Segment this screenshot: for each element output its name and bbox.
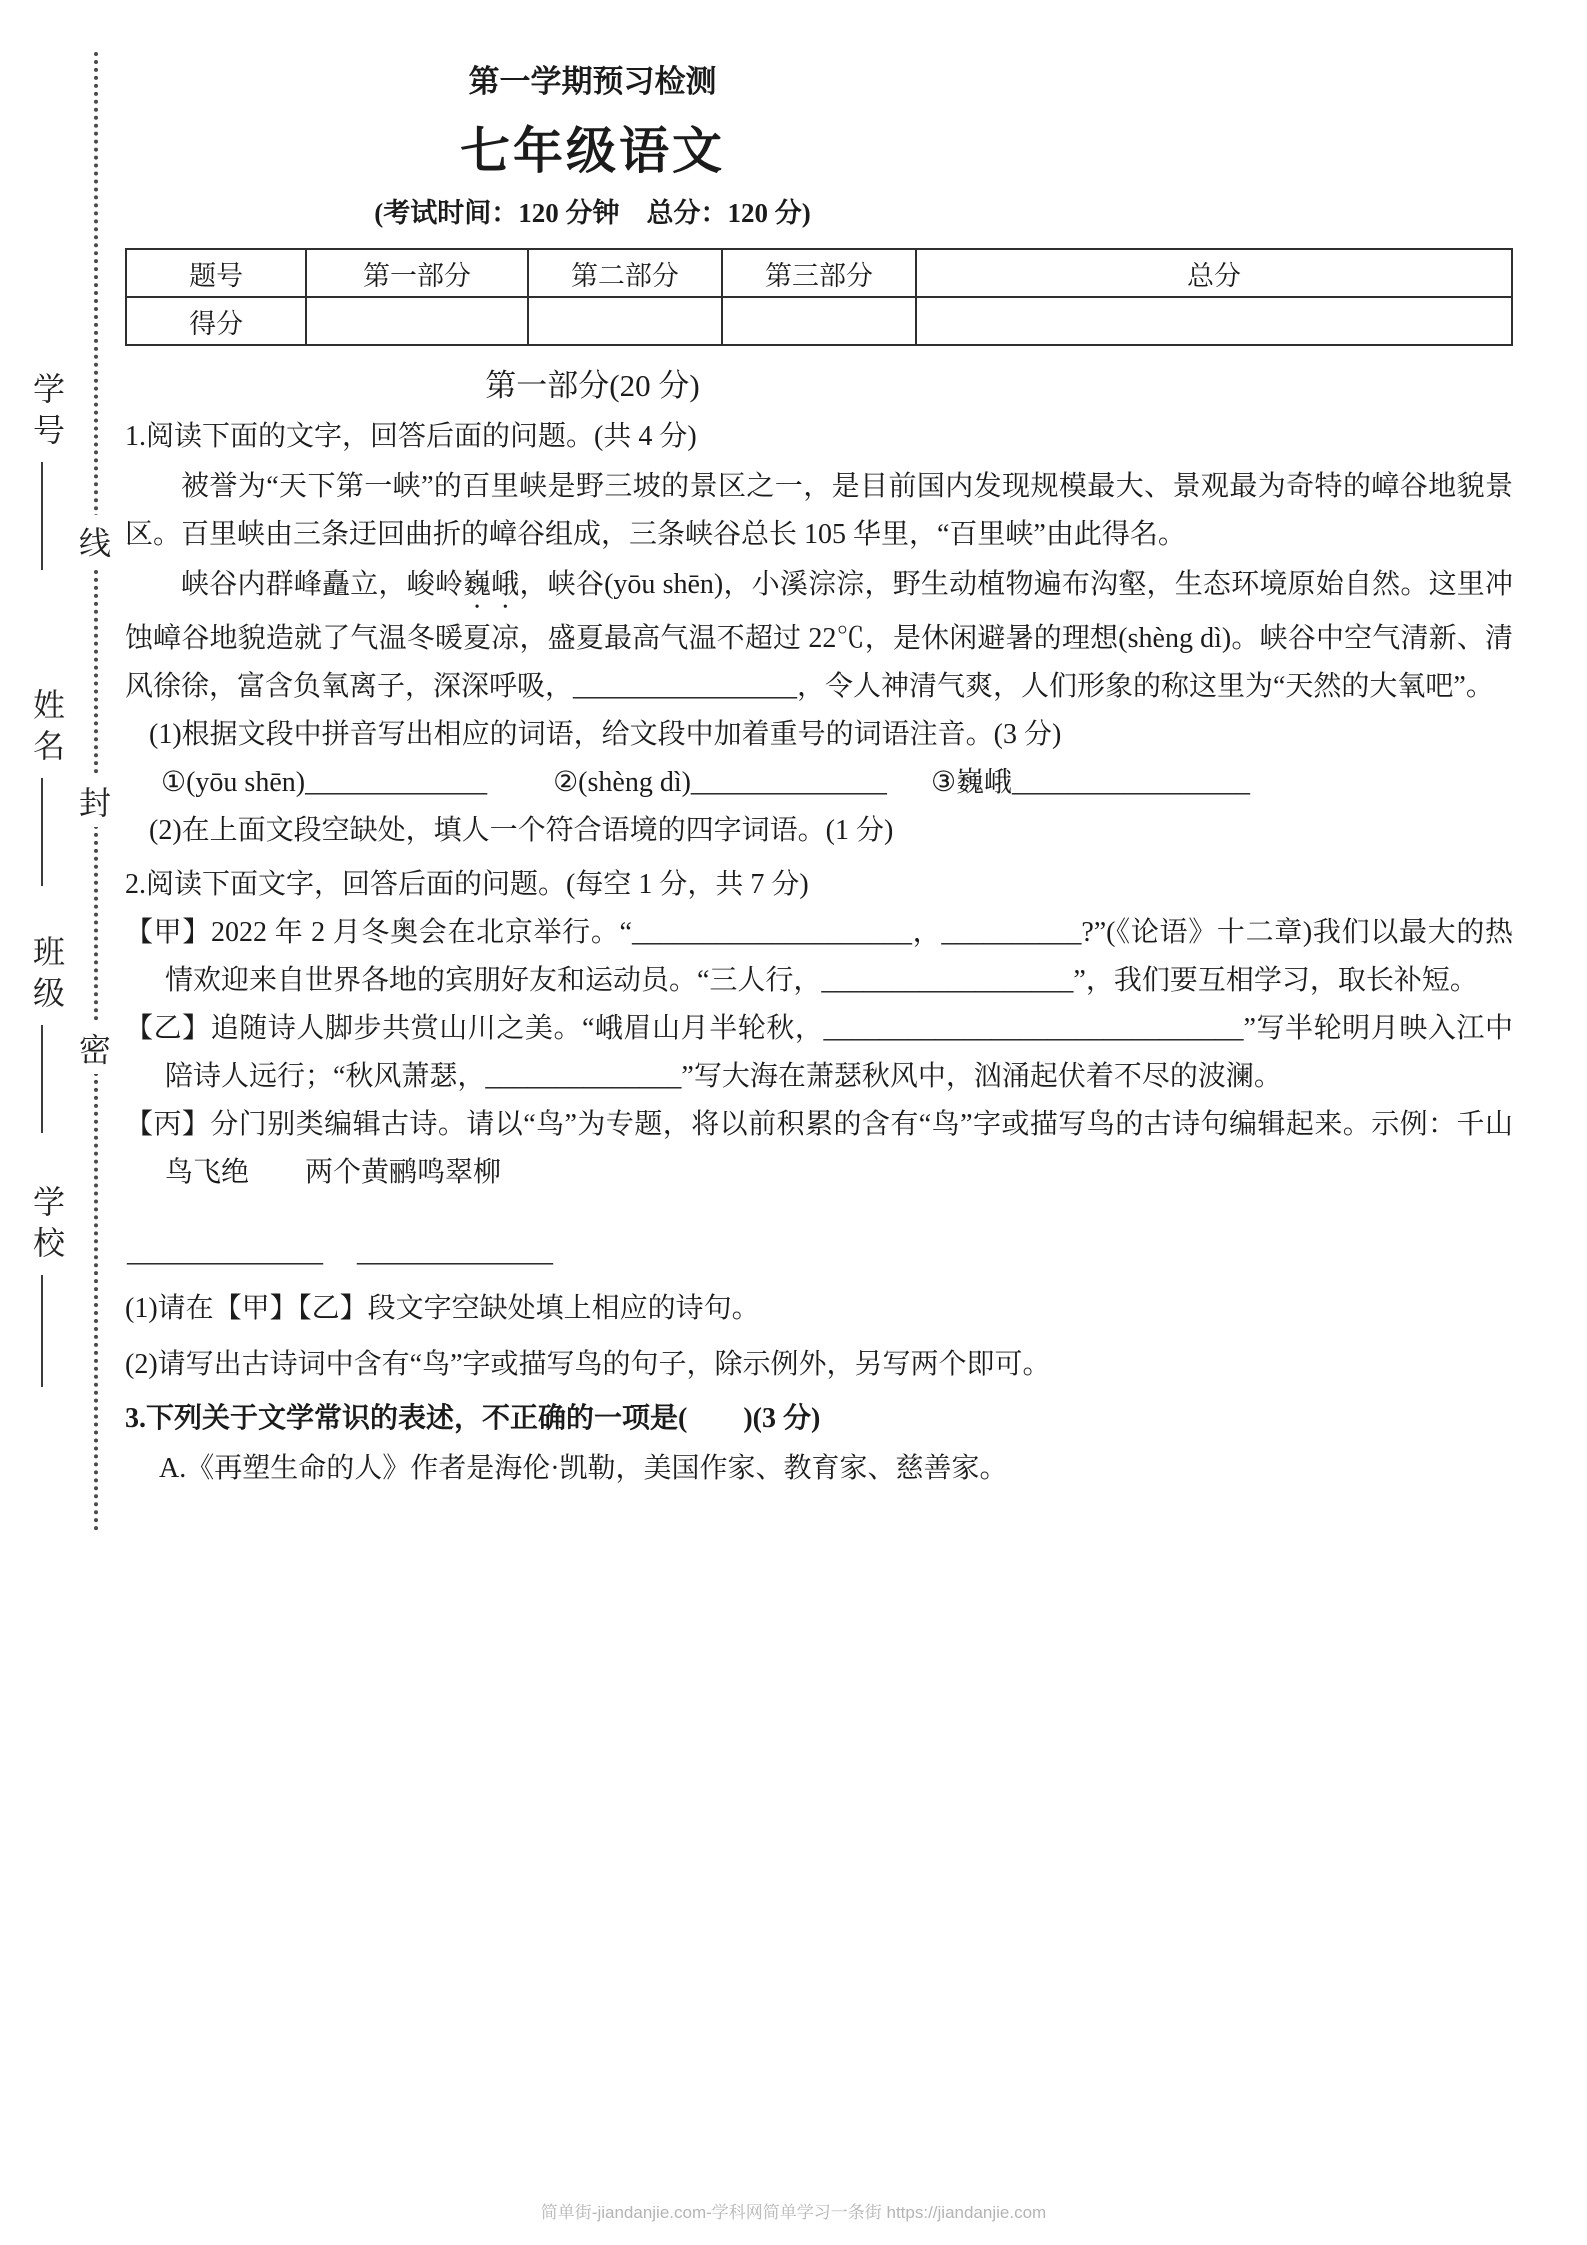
score-table: [125, 248, 1513, 346]
exam-info: (考试时间：120 分钟 总分：120 分): [374, 198, 811, 228]
seal-label-name: 姓名: [29, 688, 65, 770]
exam-title: 七年级语文: [460, 123, 725, 179]
q1-para2-emphasized-word: 巍峨: [463, 569, 520, 600]
exam-paper: [125, 56, 1513, 1493]
score-table-col-part2: 第二部分: [528, 249, 722, 297]
q1-stem: 1.阅读下面的文字，回答后面的问题。(共 4 分): [125, 421, 697, 452]
q2-stem: 2.阅读下面文字，回答后面的问题。(每空 1 分，共 7 分): [125, 869, 809, 900]
score-cell-part1: [306, 297, 528, 345]
q2-passage-jia: 【甲】2022 年 2 月冬奥会在北京举行。“____________________，__________?”(《论语》十二章)我们以最大的热情欢迎来自世界各地的宾朋好友和运动员。“三人行，__________________”，我们要互相学习，取长补短。: [125, 917, 1513, 996]
q1-blank-2: ②(shèng dì)______________: [553, 767, 887, 798]
class-fill-line: [41, 1025, 43, 1133]
section-one: [125, 360, 1060, 405]
q1-pinyin-blanks: [161, 759, 1513, 807]
q2-passage-bing: 【丙】分门别类编辑古诗。请以“鸟”为专题，将以前积累的含有“鸟”字或描写鸟的古诗句编辑起来。示例：千山鸟飞绝 两个黄鹂鸣翠柳: [125, 1109, 1513, 1188]
q1-blank-1: ①(yōu shēn)_____________: [161, 767, 488, 798]
q1-para2-text: 峡谷内群峰矗立，峻岭: [181, 569, 464, 600]
seal-label-student-number: 学号: [29, 372, 65, 454]
q1-sub-question-2: (2)在上面文段空缺处，填人一个符合语境的四字词语。(1 分): [149, 815, 894, 846]
score-cell-part3: [722, 297, 916, 345]
q2-answer-blank-2: ______________: [357, 1237, 553, 1268]
seal-char-mi: 密: [79, 1022, 111, 1074]
q3-option-a: A.《再塑生命的人》作者是海伦·凯勒，美国作家、教育家、慈善家。: [159, 1453, 1008, 1484]
q1-sub-question-1: (1)根据文段中拼音写出相应的词语，给文段中加着重号的词语注音。(3 分): [149, 719, 1062, 750]
score-cell-part2: [528, 297, 722, 345]
school-fill-line: [41, 1275, 43, 1387]
watermark-footer: 简单街-jiandanjie.com-学科网简单学习一条街 https://jiandanjie.com: [540, 2203, 1047, 2222]
q3-stem: 3.下列关于文学常识的表述，不正确的一项是( )(3 分): [125, 1403, 821, 1434]
section-title: 第一部分(20 分): [485, 368, 700, 403]
q1-para2-text-cont: ，峡谷(yōu shēn)，小溪淙淙，野生动植物遍布沟壑，生态环境原始自然。这里冲蚀嶂谷地貌造就了气温冬暖夏凉，盛夏最高气温不超过 22℃，是休闲避暑的理想(shèng dì)。峡谷中空气清新、清风徐徐，富含负氧离子，深深呼吸，________________，令人神清气爽，人们形象的称这里为“天然的大氧吧”。: [125, 569, 1513, 702]
score-table-col-part1: 第一部分: [306, 249, 528, 297]
q2-sub-question-1: (1)请在【甲】【乙】段文字空缺处填上相应的诗句。: [125, 1293, 760, 1324]
q2-sub-question-2: (2)请写出古诗词中含有“鸟”字或描写鸟的句子，除示例外，另写两个即可。: [125, 1349, 1051, 1380]
q2-answer-blanks: [127, 1229, 1513, 1277]
score-table-col-part3: 第三部分: [722, 249, 916, 297]
score-table-col-total: 总分: [916, 249, 1512, 297]
q1-paragraph-1: 被誉为“天下第一峡”的百里峡是野三坡的景区之一，是目前国内发现规模最大、景观最为奇特的嶂谷地貌景区。百里峡由三条迂回曲折的嶂谷组成，三条峡谷总长 105 华里，“百里峡”由此得名。: [125, 471, 1513, 550]
seal-char-feng: 封: [79, 775, 111, 827]
score-table-header-row: [126, 249, 1512, 297]
seal-label-class: 班级: [29, 935, 65, 1017]
seal-char-xian: 线: [79, 515, 111, 567]
q2-answer-blank-1: ______________: [127, 1237, 323, 1268]
score-table-score-row: [126, 297, 1512, 345]
exam-header: [125, 56, 1060, 230]
q2-passage-yi: 【乙】追随诗人脚步共赏山川之美。“峨眉山月半轮秋，______________________________”写半轮明月映入江中陪诗人远行；“秋风萧瑟，______________”写大海在萧瑟秋风中，汹涌起伏着不尽的波澜。: [125, 1013, 1513, 1092]
student-number-fill-line: [41, 462, 43, 570]
score-cell-total: [916, 297, 1512, 345]
name-fill-line: [41, 778, 43, 886]
score-row-label: 得分: [126, 297, 306, 345]
q1-blank-3: ③巍峨_________________: [930, 767, 1251, 798]
seal-label-school: 学校: [29, 1185, 65, 1267]
score-table-col-question-number: 题号: [126, 249, 306, 297]
q1-paragraph-2: [125, 561, 1513, 711]
exam-term-subtitle: 第一学期预习检测: [468, 64, 717, 99]
